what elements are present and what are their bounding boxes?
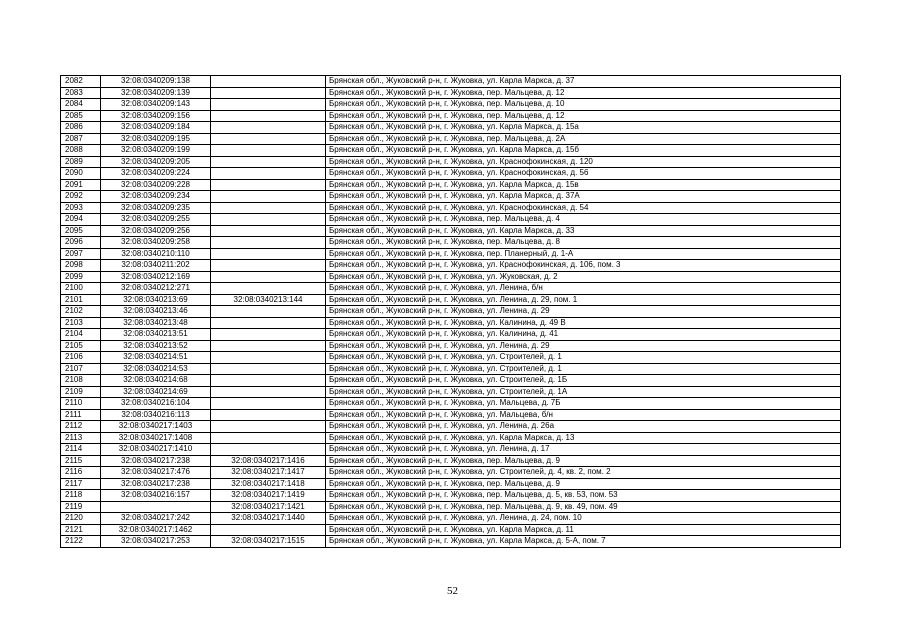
parcel-number-cell: 32:08:0340209:228 [101,179,211,191]
address-cell: Брянская обл., Жуковский р-н, г. Жуковка, ул. Карла Маркса, д. 15в [326,179,841,191]
table-body [61,76,841,548]
parcel-number-cell: 32:08:0340217:238 [101,455,211,467]
table-row [61,99,841,111]
parcel-number-cell [101,501,211,513]
row-number-cell: 2089 [61,156,101,168]
table-row [61,513,841,525]
parcel-number-cell: 32:08:0340217:238 [101,478,211,490]
table-row [61,375,841,387]
parcel-number-cell: 32:08:0340216:104 [101,398,211,410]
parcel-number-cell: 32:08:0340217:1462 [101,524,211,536]
page-number: 52 [447,585,458,597]
parcel-number-cell: 32:08:0340209:256 [101,225,211,237]
building-number-cell [211,352,326,364]
building-number-cell [211,283,326,295]
building-number-cell: 32:08:0340217:1419 [211,490,326,502]
address-cell: Брянская обл., Жуковский р-н, г. Жуковка, ул. Карла Маркса, д. 37А [326,191,841,203]
building-number-cell [211,248,326,260]
building-number-cell [211,444,326,456]
building-number-cell [211,99,326,111]
address-cell: Брянская обл., Жуковский р-н, г. Жуковка, ул. Карла Маркса, д. 33 [326,225,841,237]
address-cell: Брянская обл., Жуковский р-н, г. Жуковка, ул. Мальцева, б/н [326,409,841,421]
parcel-number-cell: 32:08:0340216:113 [101,409,211,421]
row-number-cell: 2085 [61,110,101,122]
table-row [61,363,841,375]
row-number-cell: 2112 [61,421,101,433]
building-number-cell: 32:08:0340217:1440 [211,513,326,525]
parcel-number-cell: 32:08:0340212:271 [101,283,211,295]
table-row [61,398,841,410]
address-cell: Брянская обл., Жуковский р-н, г. Жуковка, ул. Калинина, д. 41 [326,329,841,341]
parcel-number-cell: 32:08:0340209:139 [101,87,211,99]
parcel-number-cell: 32:08:0340214:69 [101,386,211,398]
building-number-cell [211,421,326,433]
table-row [61,329,841,341]
building-number-cell [211,225,326,237]
table-row [61,409,841,421]
building-number-cell [211,271,326,283]
table-row [61,432,841,444]
parcel-number-cell: 32:08:0340209:195 [101,133,211,145]
row-number-cell: 2092 [61,191,101,203]
row-number-cell: 2104 [61,329,101,341]
address-cell: Брянская обл., Жуковский р-н, г. Жуковка, ул. Карла Маркса, д. 13 [326,432,841,444]
parcel-number-cell: 32:08:0340209:199 [101,145,211,157]
parcel-number-cell: 32:08:0340217:1408 [101,432,211,444]
address-cell: Брянская обл., Жуковский р-н, г. Жуковка, пер. Мальцева, д. 12 [326,87,841,99]
parcel-number-cell: 32:08:0340209:258 [101,237,211,249]
row-number-cell: 2121 [61,524,101,536]
table-row [61,455,841,467]
row-number-cell: 2120 [61,513,101,525]
building-number-cell [211,260,326,272]
row-number-cell: 2107 [61,363,101,375]
address-cell: Брянская обл., Жуковский р-н, г. Жуковка, ул. Краснофокинская, д. 56 [326,168,841,180]
parcel-number-cell: 32:08:0340217:1410 [101,444,211,456]
address-cell: Брянская обл., Жуковский р-н, г. Жуковка, ул. Ленина, д. 17 [326,444,841,456]
building-number-cell: 32:08:0340213:144 [211,294,326,306]
building-number-cell [211,386,326,398]
table-row [61,179,841,191]
building-number-cell [211,409,326,421]
row-number-cell: 2118 [61,490,101,502]
table-row [61,168,841,180]
building-number-cell: 32:08:0340217:1416 [211,455,326,467]
address-cell: Брянская обл., Жуковский р-н, г. Жуковка, ул. Краснофокинская, д. 54 [326,202,841,214]
address-cell: Брянская обл., Жуковский р-н, г. Жуковка, ул. Краснофокинская, д. 106, пом. 3 [326,260,841,272]
address-cell: Брянская обл., Жуковский р-н, г. Жуковка, пер. Мальцева, д. 12 [326,110,841,122]
building-number-cell [211,329,326,341]
address-cell: Брянская обл., Жуковский р-н, г. Жуковка, ул. Строителей, д. 4, кв. 2, пом. 2 [326,467,841,479]
parcel-number-cell: 32:08:0340209:184 [101,122,211,134]
parcel-number-cell: 32:08:0340213:48 [101,317,211,329]
row-number-cell: 2119 [61,501,101,513]
parcel-number-cell: 32:08:0340213:51 [101,329,211,341]
building-number-cell [211,202,326,214]
table-row [61,317,841,329]
table-row [61,122,841,134]
table-row [61,225,841,237]
address-cell: Брянская обл., Жуковский р-н, г. Жуковка, пер. Мальцева, д. 4 [326,214,841,226]
address-cell: Брянская обл., Жуковский р-н, г. Жуковка, пер. Мальцева, д. 9, кв. 49, пом. 49 [326,501,841,513]
building-number-cell [211,110,326,122]
table-row [61,524,841,536]
building-number-cell [211,524,326,536]
parcel-number-cell: 32:08:0340213:69 [101,294,211,306]
row-number-cell: 2083 [61,87,101,99]
parcel-number-cell: 32:08:0340210:110 [101,248,211,260]
address-cell: Брянская обл., Жуковский р-н, г. Жуковка, пер. Мальцева, д. 2А [326,133,841,145]
table-row [61,467,841,479]
row-number-cell: 2090 [61,168,101,180]
building-number-cell: 32:08:0340217:1418 [211,478,326,490]
building-number-cell [211,317,326,329]
building-number-cell [211,156,326,168]
parcel-number-cell: 32:08:0340209:156 [101,110,211,122]
address-cell: Брянская обл., Жуковский р-н, г. Жуковка, ул. Калинина, д. 49 В [326,317,841,329]
building-number-cell: 32:08:0340217:1421 [211,501,326,513]
table-row [61,490,841,502]
address-cell: Брянская обл., Жуковский р-н, г. Жуковка, пер. Мальцева, д. 8 [326,237,841,249]
parcel-number-cell: 32:08:0340217:242 [101,513,211,525]
parcel-number-cell: 32:08:0340209:205 [101,156,211,168]
row-number-cell: 2101 [61,294,101,306]
row-number-cell: 2086 [61,122,101,134]
building-number-cell [211,398,326,410]
building-number-cell [211,432,326,444]
address-cell: Брянская обл., Жуковский р-н, г. Жуковка, ул. Строителей, д. 1А [326,386,841,398]
row-number-cell: 2105 [61,340,101,352]
row-number-cell: 2108 [61,375,101,387]
row-number-cell: 2110 [61,398,101,410]
table-row [61,536,841,548]
building-number-cell [211,340,326,352]
parcel-number-cell: 32:08:0340211:202 [101,260,211,272]
address-cell: Брянская обл., Жуковский р-н, г. Жуковка, ул. Ленина, д. 29 [326,340,841,352]
address-cell: Брянская обл., Жуковский р-н, г. Жуковка, ул. Строителей, д. 1 [326,363,841,375]
table-row [61,294,841,306]
row-number-cell: 2095 [61,225,101,237]
row-number-cell: 2098 [61,260,101,272]
table-row [61,478,841,490]
table-row [61,340,841,352]
row-number-cell: 2102 [61,306,101,318]
building-number-cell [211,76,326,88]
table-row [61,110,841,122]
table-row [61,156,841,168]
address-cell: Брянская обл., Жуковский р-н, г. Жуковка, пер. Мальцева, д. 10 [326,99,841,111]
building-number-cell [211,145,326,157]
row-number-cell: 2084 [61,99,101,111]
row-number-cell: 2103 [61,317,101,329]
address-cell: Брянская обл., Жуковский р-н, г. Жуковка, ул. Ленина, б/н [326,283,841,295]
address-cell: Брянская обл., Жуковский р-н, г. Жуковка, ул. Мальцева, д. 7Б [326,398,841,410]
row-number-cell: 2122 [61,536,101,548]
parcel-number-cell: 32:08:0340209:143 [101,99,211,111]
building-number-cell [211,306,326,318]
table-row [61,214,841,226]
address-cell: Брянская обл., Жуковский р-н, г. Жуковка, ул. Карла Маркса, д. 15б [326,145,841,157]
row-number-cell: 2109 [61,386,101,398]
address-cell: Брянская обл., Жуковский р-н, г. Жуковка, ул. Ленина, д. 29 [326,306,841,318]
address-cell: Брянская обл., Жуковский р-н, г. Жуковка, пер. Мальцева, д. 5, кв. 53, пом. 53 [326,490,841,502]
parcel-number-cell: 32:08:0340216:157 [101,490,211,502]
table-row [61,271,841,283]
row-number-cell: 2116 [61,467,101,479]
parcel-number-cell: 32:08:0340209:235 [101,202,211,214]
parcel-number-cell: 32:08:0340209:224 [101,168,211,180]
row-number-cell: 2099 [61,271,101,283]
address-cell: Брянская обл., Жуковский р-н, г. Жуковка, пер. Планерный, д. 1-А [326,248,841,260]
table-row [61,283,841,295]
row-number-cell: 2096 [61,237,101,249]
parcel-number-cell: 32:08:0340217:1403 [101,421,211,433]
building-number-cell [211,122,326,134]
building-number-cell [211,237,326,249]
table-row [61,386,841,398]
table-row [61,306,841,318]
building-number-cell [211,375,326,387]
parcel-number-cell: 32:08:0340213:46 [101,306,211,318]
table-row [61,444,841,456]
row-number-cell: 2088 [61,145,101,157]
building-number-cell [211,363,326,375]
building-number-cell [211,133,326,145]
table-row [61,248,841,260]
address-cell: Брянская обл., Жуковский р-н, г. Жуковка, пер. Мальцева, д. 9 [326,478,841,490]
row-number-cell: 2115 [61,455,101,467]
table-row [61,191,841,203]
address-cell: Брянская обл., Жуковский р-н, г. Жуковка, ул. Карла Маркса, д. 15а [326,122,841,134]
address-cell: Брянская обл., Жуковский р-н, г. Жуковка, ул. Краснофокинская, д. 120 [326,156,841,168]
address-cell: Брянская обл., Жуковский р-н, г. Жуковка, ул. Строителей, д. 1 [326,352,841,364]
row-number-cell: 2114 [61,444,101,456]
parcel-number-cell: 32:08:0340217:253 [101,536,211,548]
address-cell: Брянская обл., Жуковский р-н, г. Жуковка, ул. Ленина, д. 29, пом. 1 [326,294,841,306]
table-row [61,87,841,99]
table-row [61,133,841,145]
row-number-cell: 2113 [61,432,101,444]
row-number-cell: 2106 [61,352,101,364]
building-number-cell [211,179,326,191]
parcel-number-cell: 32:08:0340209:255 [101,214,211,226]
parcel-number-cell: 32:08:0340217:476 [101,467,211,479]
row-number-cell: 2093 [61,202,101,214]
building-number-cell [211,191,326,203]
table-row [61,202,841,214]
row-number-cell: 2117 [61,478,101,490]
address-cell: Брянская обл., Жуковский р-н, г. Жуковка, ул. Ленина, д. 24, пом. 10 [326,513,841,525]
address-cell: Брянская обл., Жуковский р-н, г. Жуковка, пер. Мальцева, д. 9 [326,455,841,467]
building-number-cell: 32:08:0340217:1417 [211,467,326,479]
address-cell: Брянская обл., Жуковский р-н, г. Жуковка, ул. Жуковская, д. 2 [326,271,841,283]
building-number-cell: 32:08:0340217:1515 [211,536,326,548]
table-row [61,76,841,88]
table-row [61,352,841,364]
address-cell: Брянская обл., Жуковский р-н, г. Жуковка, ул. Карла Маркса, д. 37 [326,76,841,88]
table-row [61,145,841,157]
parcel-number-cell: 32:08:0340209:234 [101,191,211,203]
parcel-number-cell: 32:08:0340214:51 [101,352,211,364]
row-number-cell: 2094 [61,214,101,226]
parcel-number-cell: 32:08:0340214:68 [101,375,211,387]
table-row [61,421,841,433]
address-cell: Брянская обл., Жуковский р-н, г. Жуковка, ул. Карла Маркса, д. 11 [326,524,841,536]
building-number-cell [211,87,326,99]
table-row [61,237,841,249]
building-number-cell [211,168,326,180]
address-cell: Брянская обл., Жуковский р-н, г. Жуковка, ул. Строителей, д. 1Б [326,375,841,387]
row-number-cell: 2082 [61,76,101,88]
row-number-cell: 2097 [61,248,101,260]
parcel-number-cell: 32:08:0340213:52 [101,340,211,352]
row-number-cell: 2100 [61,283,101,295]
building-number-cell [211,214,326,226]
table-row [61,501,841,513]
parcel-number-cell: 32:08:0340212:169 [101,271,211,283]
row-number-cell: 2111 [61,409,101,421]
table-row [61,260,841,272]
address-cell: Брянская обл., Жуковский р-н, г. Жуковка, ул. Карла Маркса, д. 5-А, пом. 7 [326,536,841,548]
parcel-number-cell: 32:08:0340214:53 [101,363,211,375]
row-number-cell: 2091 [61,179,101,191]
parcel-number-cell: 32:08:0340209:138 [101,76,211,88]
row-number-cell: 2087 [61,133,101,145]
address-cell: Брянская обл., Жуковский р-н, г. Жуковка, ул. Ленина, д. 26а [326,421,841,433]
document-table [60,75,841,548]
